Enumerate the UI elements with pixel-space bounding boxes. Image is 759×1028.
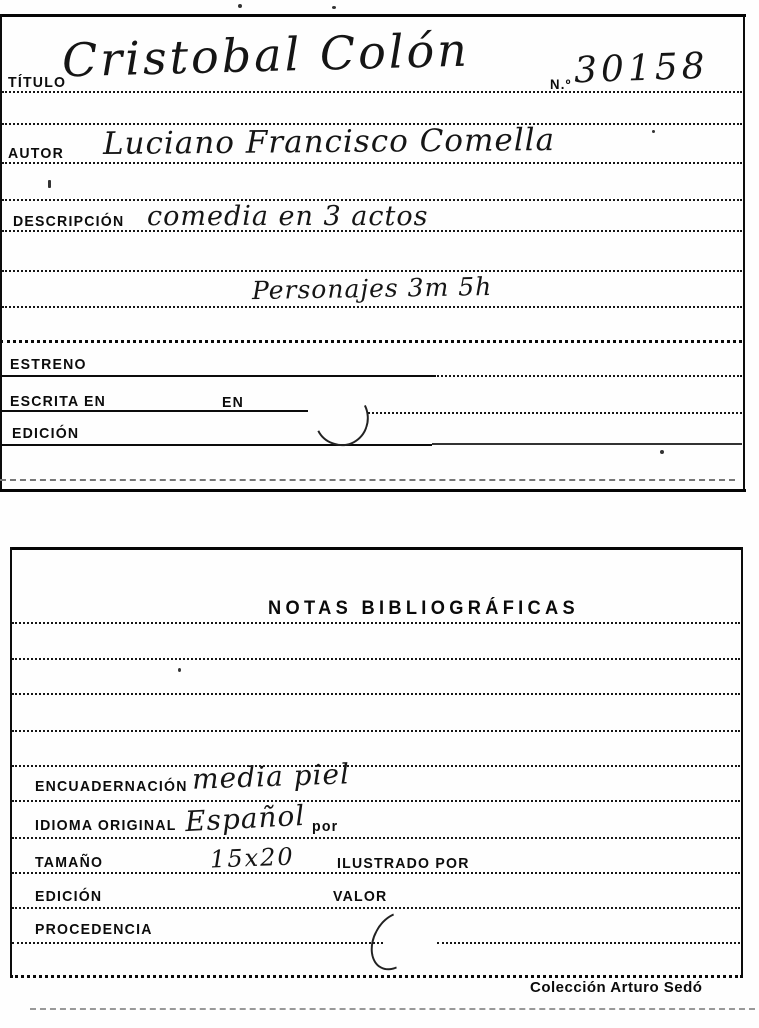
titulo-label: TÍTULO (8, 74, 67, 91)
scan-speckle (238, 4, 242, 8)
top-card-bottom-border (0, 489, 746, 492)
personajes-note: Personajes 3m 5h (251, 271, 493, 306)
numero-value: 30158 (573, 45, 710, 92)
ruled-line (12, 872, 740, 874)
encuadernacion-label: ENCUADERNACIÓN (35, 778, 188, 795)
ruled-line (2, 91, 742, 93)
scan-speckle (48, 180, 51, 188)
ruled-line (2, 270, 742, 272)
autor-value: Luciano Francisco Comella (102, 122, 556, 162)
top-card-left-border (0, 14, 2, 491)
ruled-line (12, 658, 740, 660)
tamano-label: TAMAÑO (35, 854, 104, 871)
escrita-en-label: ESCRITA EN (10, 393, 107, 410)
next-card-edge-line (30, 1008, 755, 1010)
valor-label: VALOR (333, 888, 388, 905)
estreno-line (0, 375, 436, 377)
ruled-line (368, 412, 742, 414)
descripcion-value: comedia en 3 actos (147, 201, 429, 232)
ruled-line (2, 162, 742, 164)
edicion-line (0, 444, 432, 446)
en-label: EN (222, 394, 245, 411)
edicion-label: EDICIÓN (12, 425, 80, 442)
numero-label: N.º (550, 76, 572, 92)
descripcion-label: DESCRIPCIÓN (13, 213, 125, 230)
bottom-card-left-border (10, 547, 12, 977)
ruled-line (12, 907, 740, 909)
estreno-label: ESTRENO (10, 356, 87, 373)
procedencia-line-right (437, 942, 740, 944)
faint-crease-line (0, 479, 735, 481)
edicion-line-cont (432, 443, 742, 445)
ruled-line (12, 730, 740, 732)
ruled-line (12, 837, 740, 839)
ruled-line (2, 306, 742, 308)
bottom-card-bottom-border (10, 975, 743, 978)
hole-punch-mark (361, 903, 429, 978)
procedencia-line-left (12, 942, 383, 944)
scan-speckle (332, 6, 336, 9)
ilustrado-por-label: ILUSTRADO POR (337, 855, 470, 872)
ruled-line (12, 693, 740, 695)
idioma-original-label: IDIOMA ORIGINAL (35, 817, 177, 834)
encuadernacion-value: media piel (191, 757, 351, 796)
procedencia-label: PROCEDENCIA (35, 921, 153, 938)
tamano-value: 15x20 (209, 842, 296, 874)
coleccion-footer: Colección Arturo Sedó (530, 979, 703, 996)
edicion-bottom-label: EDICIÓN (35, 888, 103, 905)
bottom-card-top-border (10, 547, 743, 550)
hole-punch-mark (308, 383, 377, 453)
scan-speckle (660, 450, 664, 454)
scan-speckle (178, 668, 181, 672)
top-card-right-border (743, 16, 745, 491)
titulo-value: Cristobal Colón (61, 22, 471, 88)
top-card-top-border (0, 14, 746, 17)
escrita-en-line (0, 410, 308, 412)
ruled-line (0, 340, 742, 343)
scan-speckle (652, 130, 655, 133)
bottom-card-right-border (741, 547, 743, 977)
idioma-original-value: Español (184, 798, 307, 839)
autor-label: AUTOR (8, 145, 64, 162)
ruled-line (12, 765, 740, 767)
ruled-line (12, 622, 740, 624)
ruled-line (12, 800, 740, 802)
por-label: por (312, 818, 339, 835)
notas-bibliograficas-header: NOTAS BIBLIOGRÁFICAS (268, 598, 580, 619)
